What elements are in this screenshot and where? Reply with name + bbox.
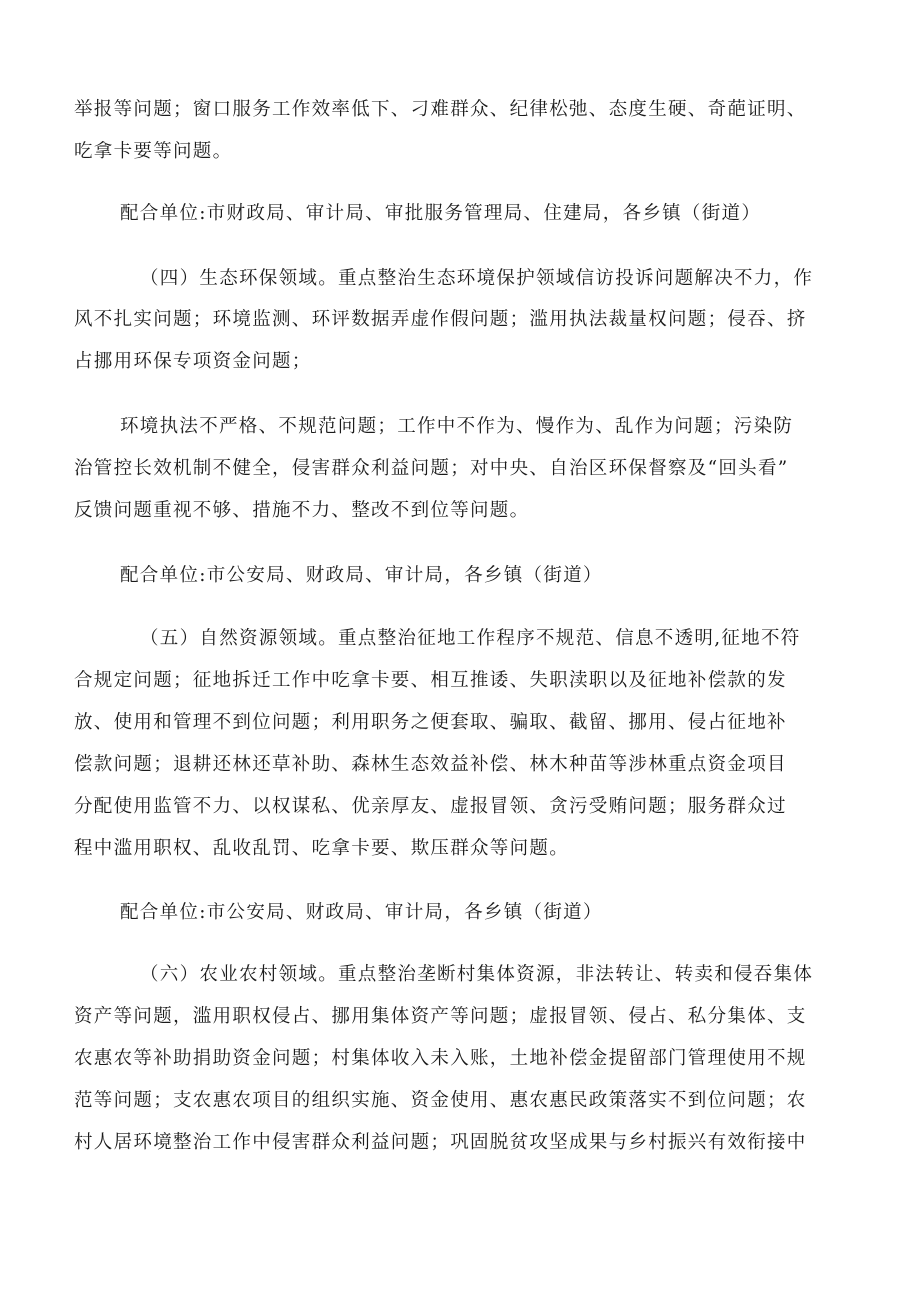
- paragraph-line: 举报等问题；窗口服务工作效率低下、刁难群众、纪律松弛、态度生硬、奇葩证明、: [74, 99, 807, 120]
- paragraph-line: 程中滥用职权、乱收乱罚、吃拿卡要、欺压群众等问题。: [74, 838, 570, 859]
- section-heading-line: （四）生态环保领域。重点整治生态环境保护领域信访投诉问题解决不力，作: [140, 268, 814, 289]
- paragraph-line: 村人居环境整治工作中侵害群众利益问题；巩固脱贫攻坚成果与乡村振兴有效衔接中: [74, 1132, 807, 1153]
- section-heading-line: （五）自然资源领域。重点整治征地工作程序不规范、信息不透明,征地不符: [140, 628, 801, 649]
- paragraph-line: 治管控长效机制不健全，侵害群众利益问题；对中央、自治区环保督察及“回头看”: [74, 458, 789, 479]
- cooperating-units-line: 配合单位:市财政局、审计局、审批服务管理局、住建局，各乡镇（街道）: [120, 203, 762, 224]
- cooperating-units-line: 配合单位:市公安局、财政局、审计局，各乡镇（街道）: [120, 902, 603, 923]
- paragraph-line: 吃拿卡要等问题。: [74, 141, 233, 162]
- section-heading-line: （六）农业农村领域。重点整治垄断村集体资源，非法转让、转卖和侵吞集体: [140, 964, 814, 985]
- paragraph-line: 放、使用和管理不到位问题；利用职务之便套取、骗取、截留、挪用、侵占征地补: [74, 712, 787, 733]
- paragraph-line: 偿款问题；退耕还林还草补助、森林生态效益补偿、林木种苗等涉林重点资金项目: [74, 754, 787, 775]
- paragraph-line: 反馈问题重视不够、措施不力、整改不到位等问题。: [74, 500, 530, 521]
- paragraph-line: 合规定问题；征地拆迁工作中吃拿卡要、相互推诿、失职渎职以及征地补偿款的发: [74, 670, 787, 691]
- paragraph-line: 资产等问题，滥用职权侵占、挪用集体资产等问题；虚报冒领、侵占、私分集体、支: [74, 1006, 807, 1027]
- paragraph-line: 环境执法不严格、不规范问题；工作中不作为、慢作为、乱作为问题；污染防: [120, 416, 794, 437]
- paragraph-line: 占挪用环保专项资金问题；: [74, 351, 312, 372]
- paragraph-line: 分配使用监管不力、以权谋私、优亲厚友、虚报冒领、贪污受贿问题；服务群众过: [74, 796, 787, 817]
- cooperating-units-line: 配合单位:市公安局、财政局、审计局，各乡镇（街道）: [120, 565, 603, 586]
- paragraph-line: 范等问题；支农惠农项目的组织实施、资金使用、惠农惠民政策落实不到位问题；农: [74, 1090, 807, 1111]
- paragraph-line: 风不扎实问题；环境监测、环评数据弄虚作假问题；滥用执法裁量权问题；侵吞、挤: [74, 309, 807, 330]
- paragraph-line: 农惠农等补助捐助资金问题；村集体收入未入账，土地补偿金提留部门管理使用不规: [74, 1048, 807, 1069]
